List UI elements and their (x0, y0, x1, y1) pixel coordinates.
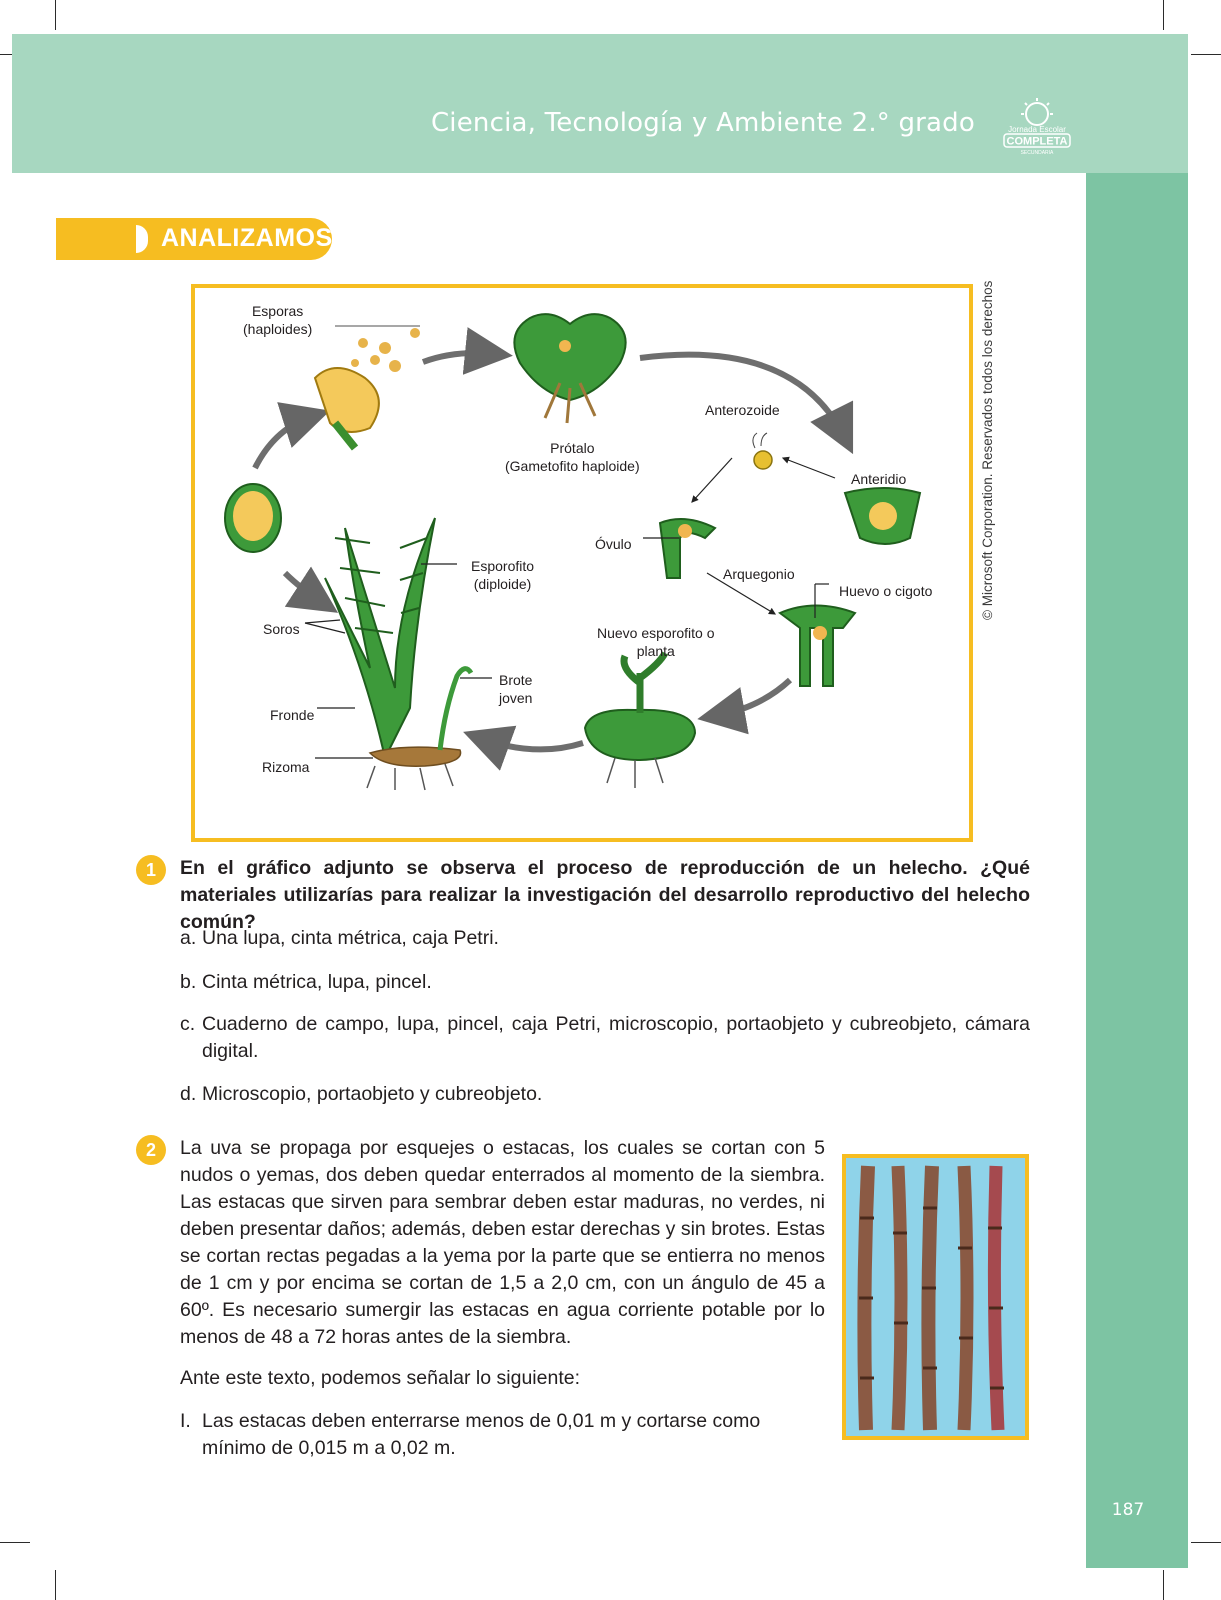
option-key: b. (180, 971, 197, 993)
question-2-text: La uva se propaga por esquejes o estacas, los cuales se cortan con 5 nudos o yemas, dos deben quedar enterrados al momento de la siembra. Las estacas que sirven para sembrar deben estar maduras, no verdes, ni deben presentar daños; además, deben estar derechas y sin brotes. Estas se cortan rectas pegadas a la yema por la parte que se entierra no menos de 1 cm y por encima se cortan de 1,5 a 2,0 cm, con un ángulo de 45 a 60º. Es necesario sumergir las estacas en agua corriente potable por lo menos de 48 a 72 horas antes de la siembra. (180, 1137, 825, 1348)
crop-mark (0, 1542, 30, 1543)
logo-text: COMPLETA (1006, 135, 1068, 148)
fern-lifecycle-diagram (191, 284, 973, 842)
question-1-number: 1 (136, 855, 166, 885)
jornada-completa-logo (998, 96, 1076, 156)
crop-mark (1163, 1570, 1164, 1600)
option-text: Cuaderno de campo, lupa, pincel, caja Petri, microscopio, portaobjeto y cubreobjeto, cámara digital. (202, 1013, 1030, 1062)
option-text: Cinta métrica, lupa, pincel. (202, 971, 432, 993)
option-b (180, 969, 1030, 996)
label-esporofito-sub: (diploide) (473, 576, 532, 592)
logo-subtext: Jornada Escolar (1008, 125, 1066, 134)
option-d (180, 1081, 1030, 1108)
crop-mark (1191, 54, 1221, 55)
label-esporofito (471, 557, 534, 593)
option-text: Microscopio, portaobjeto y cubreobjeto. (202, 1083, 543, 1105)
adult-fern-illustration (325, 518, 471, 790)
label-arquegonio: Arquegonio (723, 566, 795, 582)
crop-mark (55, 1570, 56, 1600)
label-nuevo-sub: planta (636, 643, 675, 659)
option-c (180, 1011, 1030, 1065)
crop-mark (1163, 0, 1164, 30)
archegonium-illustration (660, 519, 715, 578)
label-soros: Soros (263, 621, 300, 637)
label-brote (499, 671, 532, 707)
lifecycle-illustration (195, 288, 969, 838)
label-anterozoide: Anterozoide (705, 402, 780, 418)
grape-cuttings-photo (842, 1154, 1029, 1440)
logo-subtext2: SECUNDARIA (1020, 150, 1054, 156)
label-fronde: Fronde (270, 707, 315, 723)
label-brote-sub: joven (499, 690, 533, 706)
label-anteridio: Anteridio (851, 471, 907, 487)
prothallus-illustration (514, 314, 625, 423)
tab-notch (136, 225, 148, 253)
label-protalo-title: Prótalo (550, 440, 595, 456)
section-label: ANALIZAMOS (161, 224, 333, 252)
label-brote-title: Brote (499, 672, 533, 688)
label-esporas-title: Esporas (251, 303, 304, 319)
cycle-arrow (640, 355, 845, 438)
question-2-number: 2 (136, 1135, 166, 1165)
section-tab (56, 218, 332, 260)
page-title: Ciencia, Tecnología y Ambiente 2.° grado (430, 108, 975, 138)
cycle-arrow (715, 680, 790, 716)
sporangium-illustration (315, 326, 420, 448)
label-protalo-sub: (Gametofito haploide) (505, 458, 640, 474)
label-ovulo: Óvulo (595, 536, 632, 552)
question-2-prompt: Ante este texto, podemos señalar lo siguiente: (180, 1367, 580, 1389)
label-rizoma: Rizoma (262, 759, 310, 775)
cycle-arrow (285, 573, 323, 603)
cycle-arrow (255, 416, 313, 468)
option-key: c. (180, 1013, 196, 1035)
option-text: Una lupa, cinta métrica, caja Petri. (202, 927, 499, 949)
cuttings-illustration (846, 1158, 1025, 1436)
label-nuevo-title: Nuevo esporofito o (597, 625, 715, 641)
option-key: d. (180, 1083, 197, 1105)
zygote-illustration (780, 606, 855, 687)
page-number: 187 (1111, 1500, 1145, 1520)
option-key: a. (180, 927, 197, 949)
sorus-illustration (225, 484, 281, 552)
crop-mark (55, 0, 56, 30)
copyright-note: © Microsoft Corporation. Reservados todos los derechos (980, 280, 995, 620)
cycle-arrow (480, 738, 583, 749)
statement-text: Las estacas deben enterrarse menos de 0,01 m y cortarse como mínimo de 0,015 m a 0,02 m. (202, 1410, 761, 1459)
option-a (180, 925, 1030, 952)
cycle-arrow (423, 353, 495, 362)
label-protalo (505, 439, 640, 475)
label-huevo: Huevo o cigoto (839, 583, 933, 599)
statement-key: I. (180, 1410, 191, 1432)
label-esporas (243, 302, 312, 338)
label-nuevo-esporofito (597, 624, 715, 660)
antheridium-illustration (845, 488, 920, 544)
crop-mark (1191, 1542, 1221, 1543)
new-sporophyte-illustration (585, 653, 695, 788)
label-esporofito-title: Esporofito (471, 558, 535, 574)
question-1-text: En el gráfico adjunto se observa el proceso de reproducción de un helecho. ¿Qué materiales utilizarías para realizar la investigación del desarrollo reproductivo del helecho común? (180, 857, 1030, 933)
label-esporas-sub: (haploides) (243, 321, 313, 337)
antherozoid-illustration (753, 433, 772, 469)
statement-i (180, 1408, 825, 1462)
side-band (1086, 173, 1188, 1568)
